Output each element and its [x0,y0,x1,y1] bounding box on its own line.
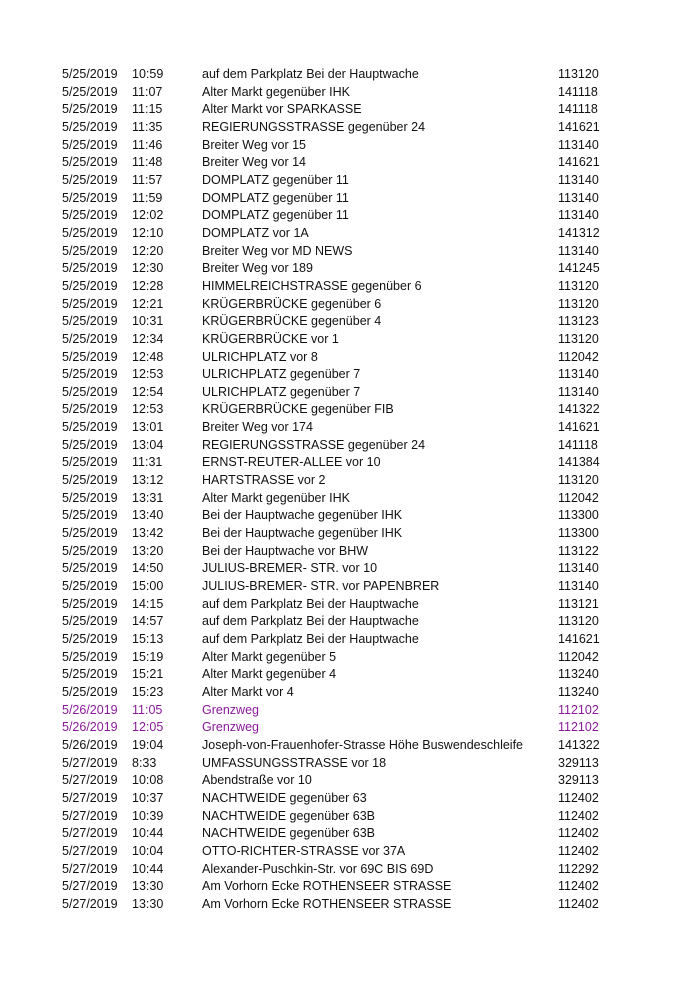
time-cell: 11:48 [132,155,163,170]
location-cell: KRÜGERBRÜCKE gegenüber FIB [202,402,394,417]
date-cell: 5/25/2019 [62,402,118,417]
time-cell: 15:13 [132,632,164,646]
table-row [0,349,700,367]
location-cell: Breiter Weg vor 15 [202,137,306,152]
table-row [0,84,700,102]
table-row [0,525,700,543]
code-cell: 141384 [558,455,600,470]
code-cell: 113123 [558,314,599,329]
time-cell: 12:21 [132,296,164,311]
time-cell: 11:59 [132,190,163,205]
time-cell: 10:44 [132,861,164,876]
code-cell: 113120 [558,331,599,346]
location-cell: Alter Markt gegenüber IHK [202,490,350,505]
data-table [0,66,700,914]
table-row [0,137,700,155]
time-cell: 11:05 [132,702,163,717]
code-cell: 113120 [558,473,599,488]
time-cell: 11:31 [132,455,163,470]
location-cell: Am Vorhorn Ecke ROTHENSEER STRASSE [202,879,452,894]
date-cell: 5/25/2019 [62,331,118,346]
time-cell: 12:48 [132,349,164,364]
time-cell: 13:30 [132,879,164,894]
table-row [0,419,700,437]
time-cell: 15:21 [132,667,164,682]
table-row [0,490,700,508]
date-cell: 5/26/2019 [62,702,118,717]
time-cell: 11:46 [132,137,163,152]
code-cell: 141118 [558,102,598,117]
location-cell: JULIUS-BREMER- STR. vor PAPENBRER [202,579,440,594]
table-row [0,101,700,119]
location-cell: Alter Markt vor 4 [202,684,294,699]
code-cell: 113140 [558,243,599,258]
date-cell: 5/25/2019 [62,561,118,576]
time-cell: 12:30 [132,261,164,276]
location-cell: Grenzweg [202,702,259,717]
code-cell: 112402 [558,808,599,823]
time-cell: 11:07 [132,84,163,99]
time-cell: 11:15 [132,102,163,117]
code-cell: 141322 [558,402,600,417]
location-cell: Breiter Weg vor 14 [202,155,306,170]
table-row [0,331,700,349]
location-cell: Alter Markt gegenüber 5 [202,649,337,664]
location-cell: DOMPLATZ gegenüber 11 [202,172,349,187]
date-cell: 5/25/2019 [62,155,118,170]
location-cell: NACHTWEIDE gegenüber 63 [202,790,367,805]
location-cell: Bei der Hauptwache vor BHW [202,543,369,558]
date-cell: 5/27/2019 [62,790,118,805]
code-cell: 113120 [558,278,599,293]
location-cell: NACHTWEIDE gegenüber 63B [202,808,375,823]
code-cell: 113240 [558,684,599,699]
time-cell: 10:31 [132,314,164,329]
table-row [0,243,700,261]
time-cell: 10:44 [132,826,164,841]
time-cell: 10:08 [132,773,164,788]
time-cell: 12:10 [132,225,164,240]
location-cell: ULRICHPLATZ gegenüber 7 [202,384,361,399]
code-cell: 141621 [558,420,600,435]
location-cell: auf dem Parkplatz Bei der Hauptwache [202,596,419,611]
time-cell: 10:39 [132,808,164,823]
location-cell: REGIERUNGSSTRASSE gegenüber 24 [202,119,426,134]
time-cell: 14:50 [132,561,164,576]
date-cell: 5/25/2019 [62,349,118,364]
date-cell: 5/25/2019 [62,384,118,399]
code-cell: 113120 [558,614,599,629]
time-cell: 19:04 [132,737,164,752]
code-cell: 113240 [558,667,599,682]
date-cell: 5/25/2019 [62,455,118,470]
date-cell: 5/25/2019 [62,632,118,646]
location-cell: OTTO-RICHTER-STRASSE vor 37A [202,843,406,858]
code-cell: 113140 [558,172,599,187]
location-cell: Alter Markt gegenüber IHK [202,84,350,99]
code-cell: 141312 [558,225,600,240]
time-cell: 12:02 [132,208,164,223]
time-cell: 12:28 [132,278,164,293]
location-cell: KRÜGERBRÜCKE gegenüber 4 [202,314,382,329]
location-cell: HARTSTRASSE vor 2 [202,473,326,488]
date-cell: 5/25/2019 [62,137,118,152]
location-cell: Joseph-von-Frauenhofer-Strasse Höhe Buswendeschleife [202,737,524,752]
time-cell: 12:53 [132,402,164,417]
code-cell: 113140 [558,190,599,205]
location-cell: KRÜGERBRÜCKE gegenüber 6 [202,296,382,311]
location-cell: ULRICHPLATZ vor 8 [202,349,318,364]
location-cell: ERNST-REUTER-ALLEE vor 10 [202,455,381,470]
time-cell: 13:31 [132,490,164,505]
table-row [0,366,700,384]
time-cell: 10:37 [132,790,164,805]
code-cell: 141245 [558,261,600,276]
time-cell: 10:59 [132,67,164,81]
date-cell: 5/25/2019 [62,67,118,81]
code-cell: 112402 [558,843,599,858]
code-cell: 113140 [558,367,599,382]
table-row [0,790,700,808]
date-cell: 5/25/2019 [62,508,118,523]
location-cell: Breiter Weg vor 174 [202,420,313,435]
time-cell: 13:12 [132,473,164,488]
location-cell: UMFASSUNGSSTRASSE vor 18 [202,755,387,770]
date-cell: 5/25/2019 [62,579,118,594]
code-cell: 113140 [558,579,599,594]
table-row [0,737,700,755]
location-cell: auf dem Parkplatz Bei der Hauptwache [202,614,419,629]
location-cell: DOMPLATZ vor 1A [202,225,309,240]
date-cell: 5/27/2019 [62,773,118,788]
code-cell: 112292 [558,861,599,876]
code-cell: 141621 [558,119,600,134]
table-row [0,843,700,861]
code-cell: 112402 [558,790,599,805]
time-cell: 11:35 [132,119,163,134]
code-cell: 112102 [558,702,599,717]
location-cell: HIMMELREICHSTRASSE gegenüber 6 [202,278,422,293]
code-cell: 113140 [558,384,599,399]
code-cell: 113122 [558,543,599,558]
date-cell: 5/25/2019 [62,102,118,117]
table-row [0,578,700,596]
time-cell: 12:53 [132,367,164,382]
date-cell: 5/25/2019 [62,261,118,276]
table-row [0,313,700,331]
table-row [0,172,700,190]
code-cell: 113140 [558,208,599,223]
date-cell: 5/25/2019 [62,190,118,205]
table-row [0,896,700,914]
table-row [0,649,700,667]
table-row [0,772,700,790]
location-cell: Breiter Weg vor MD NEWS [202,243,353,258]
date-cell: 5/25/2019 [62,420,118,435]
date-cell: 5/25/2019 [62,243,118,258]
date-cell: 5/25/2019 [62,667,118,682]
code-cell: 141322 [558,737,600,752]
location-cell: Abendstraße vor 10 [202,773,312,788]
date-cell: 5/25/2019 [62,225,118,240]
time-cell: 13:01 [132,420,164,435]
time-cell: 11:57 [132,172,163,187]
time-cell: 13:40 [132,508,164,523]
date-cell: 5/25/2019 [62,437,118,452]
code-cell: 112402 [558,826,599,841]
code-cell: 112402 [558,879,599,894]
date-cell: 5/27/2019 [62,826,118,841]
table-row [0,437,700,455]
date-cell: 5/26/2019 [62,720,118,735]
location-cell: DOMPLATZ gegenüber 11 [202,208,349,223]
table-row [0,684,700,702]
location-cell: KRÜGERBRÜCKE vor 1 [202,331,339,346]
date-cell: 5/25/2019 [62,172,118,187]
date-cell: 5/25/2019 [62,208,118,223]
time-cell: 12:05 [132,720,164,735]
table-row [0,596,700,614]
table-row [0,666,700,684]
date-cell: 5/27/2019 [62,861,118,876]
table-row [0,472,700,490]
table-row [0,207,700,225]
location-cell: Grenzweg [202,720,259,735]
location-cell: DOMPLATZ gegenüber 11 [202,190,349,205]
location-cell: Breiter Weg vor 189 [202,261,313,276]
code-cell: 113120 [558,67,599,81]
location-cell: Bei der Hauptwache gegenüber IHK [202,508,403,523]
code-cell: 113140 [558,137,599,152]
code-cell: 112102 [558,720,599,735]
time-cell: 15:23 [132,684,164,699]
code-cell: 112042 [558,349,599,364]
date-cell: 5/25/2019 [62,490,118,505]
location-cell: Bei der Hauptwache gegenüber IHK [202,526,403,541]
table-row [0,384,700,402]
date-cell: 5/25/2019 [62,84,118,99]
location-cell: ULRICHPLATZ gegenüber 7 [202,367,361,382]
time-cell: 13:20 [132,543,164,558]
time-cell: 10:04 [132,843,164,858]
date-cell: 5/25/2019 [62,278,118,293]
code-cell: 141621 [558,632,600,646]
code-cell: 113140 [558,561,599,576]
code-cell: 113120 [558,296,599,311]
table-row [0,225,700,243]
date-cell: 5/27/2019 [62,808,118,823]
date-cell: 5/25/2019 [62,296,118,311]
location-cell: NACHTWEIDE gegenüber 63B [202,826,375,841]
table-row [0,278,700,296]
table-row [0,454,700,472]
time-cell: 13:04 [132,437,164,452]
date-cell: 5/25/2019 [62,473,118,488]
table-row [0,878,700,896]
table-row [0,861,700,879]
table-row [0,755,700,773]
date-cell: 5/25/2019 [62,684,118,699]
location-cell: auf dem Parkplatz Bei der Hauptwache [202,632,419,646]
date-cell: 5/25/2019 [62,119,118,134]
table-row [0,507,700,525]
date-cell: 5/25/2019 [62,596,118,611]
date-cell: 5/25/2019 [62,543,118,558]
date-cell: 5/27/2019 [62,755,118,770]
table-row [0,260,700,278]
code-cell: 113300 [558,508,599,523]
code-cell: 113300 [558,526,599,541]
location-cell: JULIUS-BREMER- STR. vor 10 [202,561,378,576]
code-cell: 112402 [558,896,599,911]
table-row [0,808,700,826]
date-cell: 5/26/2019 [62,737,118,752]
time-cell: 12:34 [132,331,164,346]
date-cell: 5/25/2019 [62,314,118,329]
table-row [0,66,700,84]
time-cell: 8:33 [132,755,157,770]
date-cell: 5/25/2019 [62,367,118,382]
code-cell: 113121 [558,596,599,611]
table-row [0,296,700,314]
location-cell: Alter Markt gegenüber 4 [202,667,337,682]
time-cell: 14:57 [132,614,164,629]
time-cell: 13:42 [132,526,164,541]
location-cell: Alter Markt vor SPARKASSE [202,102,362,117]
table-row [0,719,700,737]
code-cell: 141621 [558,155,600,170]
time-cell: 13:30 [132,896,164,911]
time-cell: 12:54 [132,384,164,399]
date-cell: 5/27/2019 [62,879,118,894]
table-row [0,560,700,578]
code-cell: 112042 [558,490,599,505]
location-cell: REGIERUNGSSTRASSE gegenüber 24 [202,437,426,452]
time-cell: 14:15 [132,596,164,611]
date-cell: 5/25/2019 [62,649,118,664]
table-row [0,613,700,631]
table-row [0,401,700,419]
code-cell: 329113 [558,755,599,770]
date-cell: 5/25/2019 [62,526,118,541]
table-row [0,702,700,720]
location-cell: auf dem Parkplatz Bei der Hauptwache [202,67,419,81]
table-row [0,631,700,649]
date-cell: 5/27/2019 [62,896,118,911]
time-cell: 12:20 [132,243,164,258]
code-cell: 112042 [558,649,599,664]
table-row [0,119,700,137]
code-cell: 141118 [558,437,598,452]
location-cell: Alexander-Puschkin-Str. vor 69C BIS 69D [202,861,434,876]
date-cell: 5/27/2019 [62,843,118,858]
code-cell: 141118 [558,84,598,99]
code-cell: 329113 [558,773,599,788]
table-row [0,154,700,172]
location-cell: Am Vorhorn Ecke ROTHENSEER STRASSE [202,896,452,911]
table-row [0,825,700,843]
table-row [0,543,700,561]
time-cell: 15:00 [132,579,164,594]
time-cell: 15:19 [132,649,164,664]
table-row [0,190,700,208]
date-cell: 5/25/2019 [62,614,118,629]
